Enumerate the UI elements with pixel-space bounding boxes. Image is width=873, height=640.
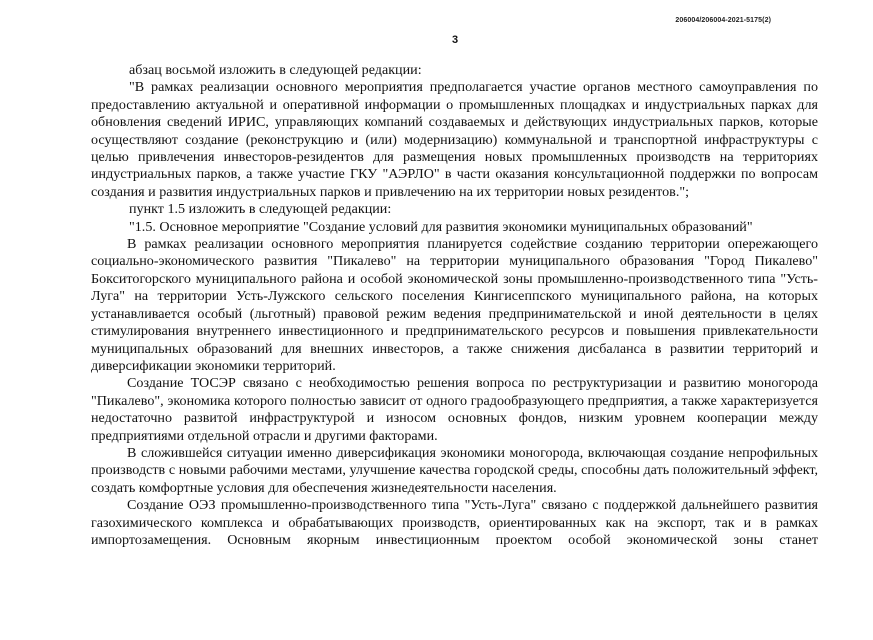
paragraph-clause-heading: "1.5. Основное мероприятие "Создание условий для развития экономики муниципальных образований" <box>129 218 753 235</box>
paragraph-amendment-text: "В рамках реализации основного мероприятия предполагается участие органов местного самоуправления по предоставлению актуальной и оперативной информации о промышленных площадках и индустриальных парках для обновления сведений ИРИС, управляющих компаний создаваемых и действующих индустриальных парков, которые осуществляют создание (реконструкцию и (или) модернизацию) коммунальной и транспортной инфраструктуры с целью привлечения инвесторов-резидентов для размещения новых промышленных производств на территориях индустриальных парков, а также участие ГКУ "АЭРЛО" в части оказания консультационной поддержки по вопросам создания и развития индустриальных парков и привлечению на их территории новых резидентов."; <box>91 79 818 200</box>
paragraph-measure-description: В рамках реализации основного мероприятия планируется содействие созданию территории опережающего социально-экономического развития "Пикалево" на территории муниципального образования "Город Пикалево" Бокситогорского муниципального района и особой экономической зоны промышленно-производственного типа "Усть-Луга" на территории Усть-Лужского сельского поселения Кингисеппского муниципального района, на которых устанавливается особый (льготный) правовой режим ведения предпринимательской и иной деятельности в целях стимулирования внутреннего инвестиционного и предпринимательского ресурсов и повышения привлекательности муниципальных образований для внешних инвесторов, а также снижения дисбаланса в развитии территорий и диверсификации экономики территорий. <box>91 236 818 374</box>
paragraph-clause-intro: пункт 1.5 изложить в следующей редакции: <box>129 201 392 218</box>
paragraph-amendment-intro: абзац восьмой изложить в следующей редакции: <box>129 62 422 78</box>
document-id: 206004/206004-2021-5175(2) <box>675 17 771 24</box>
document-body <box>91 62 818 549</box>
page-number: 3 <box>451 34 459 46</box>
paragraph-tosed-pikalevo: Создание ТОСЭР связано с необходимостью решения вопроса по реструктуризации и развитию моногорода "Пикалево", экономика которого полностью зависит от одного градообразующего предприятия, а также характеризуется недостаточно развитой инфраструктурой и износом основных фондов, низким уровнем кооперации между предприятиями отдельной отрасли и другими факторами. <box>91 375 818 444</box>
paragraph-oez-ust-luga: Создание ОЭЗ промышленно-производственного типа "Усть-Луга" связано с поддержкой дальнейшего развития газохимического комплекса и обрабатывающих производств, ориентированных как на экспорт, так и в рамках импортозамещения. Основным якорным инвестиционным проектом особой экономической зоны станет <box>91 497 818 548</box>
paragraph-diversification: В сложившейся ситуации именно диверсификация экономики моногорода, включающая создание непрофильных производств с новыми рабочими местами, улучшение качества городской среды, способны дать положительный эффект, создать комфортные условия для обеспечения жизнедеятельности населения. <box>91 444 818 496</box>
